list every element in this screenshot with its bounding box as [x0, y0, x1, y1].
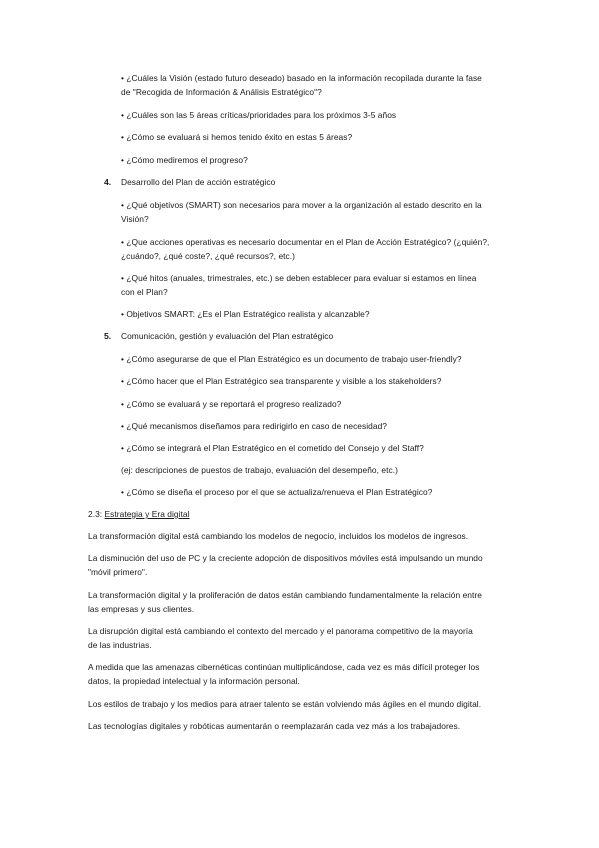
- section-heading-5: Comunicación, gestión y evaluación del Plan estratégico: [121, 331, 334, 341]
- section-number-5: 5.: [104, 331, 112, 341]
- subsection-title: Estrategia y Era digital: [104, 509, 190, 519]
- paragraph-data-cont: las empresas y sus clientes.: [88, 604, 195, 614]
- section-heading-4: Desarrollo del Plan de acción estratégico: [121, 177, 276, 187]
- paragraph-work-styles: Los estilos de trabajo y los medios para atraer talento se están volviendo más ágiles en el mundo digital.: [88, 699, 482, 709]
- subsection-number: 2.3:: [88, 509, 105, 519]
- bullet-actions: • ¿Que acciones operativas es necesario documentar en el Plan de Acción Estratégico? (¿quién?,: [121, 237, 490, 247]
- paragraph-disruption: La disrupción digital está cambiando el contexto del mercado y el panorama competitivo de la mayoría: [88, 626, 473, 636]
- paragraph-cyber: A medida que las amenazas cibernéticas continúan multiplicándose, cada vez es más difícil proteger los: [88, 662, 480, 672]
- paragraph-business-models: La transformación digital está cambiando los modelos de negocio, incluidos los modelos de ingresos.: [88, 531, 469, 541]
- paragraph-robotics: Las tecnologías digitales y robóticas aumentarán o reemplazarán cada vez más a los trabajadores.: [88, 721, 461, 731]
- bullet-areas: • ¿Cuáles son las 5 áreas críticas/prioridades para los próximos 3-5 años: [121, 110, 397, 120]
- integrate-example: (ej: descripciones de puestos de trabajo, evaluación del desempeño, etc.): [121, 465, 398, 475]
- bullet-milestones-cont: con el Plan?: [121, 287, 168, 297]
- bullet-vision-cont: de "Recogida de Información & Análisis Estratégico"?: [121, 87, 322, 97]
- bullet-renew: • ¿Cómo se diseña el proceso por el que se actualiza/renueva el Plan Estratégico?: [121, 487, 433, 497]
- paragraph-mobile-cont: "móvil primero".: [88, 567, 148, 577]
- bullet-milestones: • ¿Qué hitos (anuales, trimestrales, etc.) se deben establecer para evaluar si estamos en línea: [121, 273, 477, 283]
- bullet-smart: • Objetivos SMART: ¿Es el Plan Estratégico realista y alcanzable?: [121, 309, 370, 319]
- paragraph-data: La transformación digital y la proliferación de datos están cambiando fundamentalmente la relación entre: [88, 590, 482, 600]
- bullet-user-friendly: • ¿Cómo asegurarse de que el Plan Estratégico es un documento de trabajo user-friendly?: [121, 354, 462, 364]
- bullet-progress: • ¿Cómo mediremos el progreso?: [121, 155, 248, 165]
- bullet-objectives-cont: Visión?: [121, 214, 149, 224]
- subsection-heading: [88, 509, 190, 519]
- bullet-objectives: • ¿Qué objetivos (SMART) son necesarios para mover a la organización al estado descrito en la: [121, 200, 482, 210]
- bullet-report: • ¿Cómo se evaluará y se reportará el progreso realizado?: [121, 399, 342, 409]
- bullet-redirect: • ¿Qué mecanismos diseñamos para redirigirlo en caso de necesidad?: [121, 421, 387, 431]
- bullet-vision: • ¿Cuáles la Visión (estado futuro deseado) basado en la información recopilada durante la fase: [121, 73, 482, 83]
- bullet-actions-cont: ¿cuándo?, ¿qué coste?, ¿qué recursos?, etc.): [121, 251, 295, 261]
- bullet-transparent: • ¿Cómo hacer que el Plan Estratégico sea transparente y visible a los stakeholders?: [121, 376, 442, 386]
- bullet-evaluate: • ¿Cómo se evaluará si hemos tenido éxito en estas 5 áreas?: [121, 132, 353, 142]
- section-number-4: 4.: [104, 177, 112, 187]
- paragraph-cyber-cont: datos, la propiedad intelectual y la información personal.: [88, 676, 300, 686]
- paragraph-mobile: La disminución del uso de PC y la creciente adopción de dispositivos móviles está impulsando un mundo: [88, 553, 483, 563]
- paragraph-disruption-cont: de las industrias.: [88, 640, 152, 650]
- bullet-integrate: • ¿Cómo se integrará el Plan Estratégico en el cometido del Consejo y del Staff?: [121, 443, 424, 453]
